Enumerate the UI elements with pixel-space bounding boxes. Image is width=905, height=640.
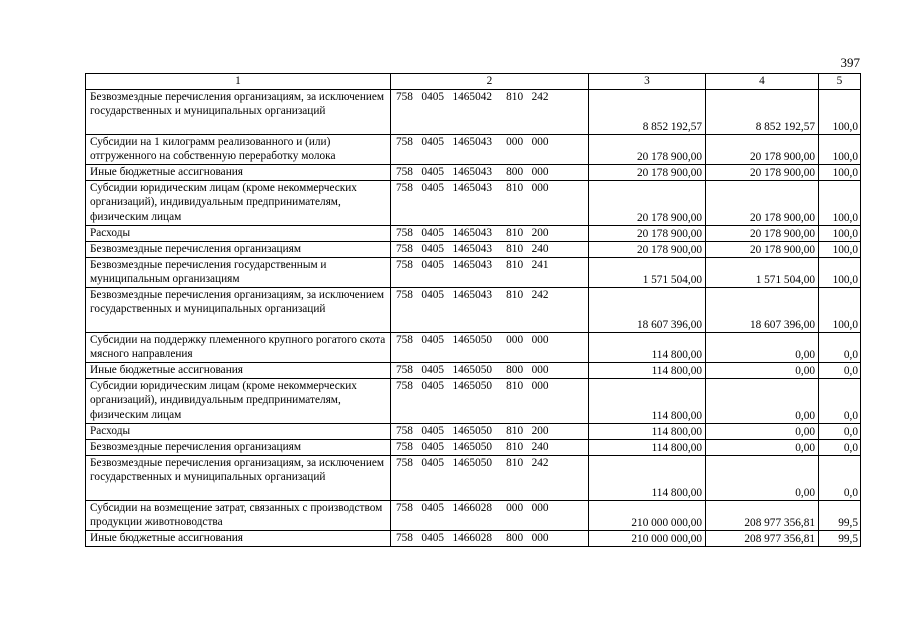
- row-code-cell: 758 0405 1465043 810 200: [391, 226, 589, 242]
- row-code-cell: 758 0405 1465043 000 000: [391, 135, 589, 165]
- table-row: [86, 456, 861, 501]
- row-planned-amount-cell: 114 800,00: [589, 424, 706, 440]
- row-name-cell: Безвозмездные перечисления организациям, за исключением государственных и муниципальных организаций: [86, 288, 391, 333]
- row-planned-amount-cell: 114 800,00: [589, 456, 706, 501]
- table-row: [86, 379, 861, 424]
- row-code-cell: 758 0405 1465043 810 242: [391, 288, 589, 333]
- row-executed-amount-cell: 0,00: [706, 379, 819, 424]
- table-row: [86, 258, 861, 288]
- row-code-cell: 758 0405 1465050 810 242: [391, 456, 589, 501]
- row-code-cell: 758 0405 1466028 800 000: [391, 531, 589, 547]
- row-name-cell: Безвозмездные перечисления организациям, за исключением государственных и муниципальных организаций: [86, 456, 391, 501]
- row-code-cell: 758 0405 1465050 810 000: [391, 379, 589, 424]
- row-code-cell: 758 0405 1465050 810 240: [391, 440, 589, 456]
- table-row: [86, 424, 861, 440]
- row-planned-amount-cell: 210 000 000,00: [589, 501, 706, 531]
- row-name-cell: Безвозмездные перечисления организациям: [86, 242, 391, 258]
- table-row: [86, 363, 861, 379]
- row-name-cell: Субсидии юридическим лицам (кроме некоммерческих организаций), индивидуальным предпринимателям, физическим лицам: [86, 181, 391, 226]
- table-row: [86, 242, 861, 258]
- header-cell-4: 4: [706, 74, 819, 90]
- row-percent-cell: 0,0: [819, 333, 861, 363]
- row-name-cell: Безвозмездные перечисления организациям, за исключением государственных и муниципальных организаций: [86, 90, 391, 135]
- row-name-cell: Иные бюджетные ассигнования: [86, 531, 391, 547]
- row-planned-amount-cell: 114 800,00: [589, 440, 706, 456]
- row-percent-cell: 0,0: [819, 379, 861, 424]
- header-row: [86, 74, 861, 90]
- row-executed-amount-cell: 20 178 900,00: [706, 226, 819, 242]
- row-percent-cell: 100,0: [819, 135, 861, 165]
- table-row: [86, 226, 861, 242]
- row-planned-amount-cell: 210 000 000,00: [589, 531, 706, 547]
- row-executed-amount-cell: 0,00: [706, 424, 819, 440]
- row-percent-cell: 100,0: [819, 165, 861, 181]
- budget-table: [85, 73, 861, 547]
- table-row: [86, 440, 861, 456]
- row-planned-amount-cell: 20 178 900,00: [589, 181, 706, 226]
- table-row: [86, 288, 861, 333]
- table-row: [86, 333, 861, 363]
- row-executed-amount-cell: 0,00: [706, 363, 819, 379]
- row-percent-cell: 0,0: [819, 456, 861, 501]
- row-percent-cell: 100,0: [819, 226, 861, 242]
- row-code-cell: 758 0405 1465043 800 000: [391, 165, 589, 181]
- header-cell-2: 2: [391, 74, 589, 90]
- row-planned-amount-cell: 20 178 900,00: [589, 242, 706, 258]
- row-name-cell: Субсидии юридическим лицам (кроме некоммерческих организаций), индивидуальным предпринимателям, физическим лицам: [86, 379, 391, 424]
- row-executed-amount-cell: 18 607 396,00: [706, 288, 819, 333]
- row-name-cell: Субсидии на поддержку племенного крупного рогатого скота мясного направления: [86, 333, 391, 363]
- row-name-cell: Иные бюджетные ассигнования: [86, 363, 391, 379]
- table-row: [86, 531, 861, 547]
- row-percent-cell: 100,0: [819, 288, 861, 333]
- row-code-cell: 758 0405 1465042 810 242: [391, 90, 589, 135]
- table-row: [86, 165, 861, 181]
- row-percent-cell: 99,5: [819, 531, 861, 547]
- row-name-cell: Субсидии на 1 килограмм реализованного и (или) отгруженного на собственную переработку молока: [86, 135, 391, 165]
- row-planned-amount-cell: 8 852 192,57: [589, 90, 706, 135]
- row-percent-cell: 100,0: [819, 258, 861, 288]
- row-name-cell: Расходы: [86, 226, 391, 242]
- row-code-cell: 758 0405 1465043 810 241: [391, 258, 589, 288]
- table-row: [86, 135, 861, 165]
- row-name-cell: Расходы: [86, 424, 391, 440]
- row-percent-cell: 100,0: [819, 90, 861, 135]
- row-executed-amount-cell: 208 977 356,81: [706, 531, 819, 547]
- row-code-cell: 758 0405 1465050 800 000: [391, 363, 589, 379]
- row-percent-cell: 100,0: [819, 242, 861, 258]
- row-planned-amount-cell: 114 800,00: [589, 363, 706, 379]
- row-planned-amount-cell: 20 178 900,00: [589, 135, 706, 165]
- row-percent-cell: 0,0: [819, 440, 861, 456]
- row-planned-amount-cell: 1 571 504,00: [589, 258, 706, 288]
- row-executed-amount-cell: 20 178 900,00: [706, 165, 819, 181]
- row-percent-cell: 99,5: [819, 501, 861, 531]
- row-name-cell: Субсидии на возмещение затрат, связанных с производством продукции животноводства: [86, 501, 391, 531]
- row-planned-amount-cell: 20 178 900,00: [589, 226, 706, 242]
- row-code-cell: 758 0405 1465043 810 000: [391, 181, 589, 226]
- row-executed-amount-cell: 208 977 356,81: [706, 501, 819, 531]
- row-planned-amount-cell: 114 800,00: [589, 379, 706, 424]
- row-code-cell: 758 0405 1466028 000 000: [391, 501, 589, 531]
- row-code-cell: 758 0405 1465050 810 200: [391, 424, 589, 440]
- row-executed-amount-cell: 20 178 900,00: [706, 181, 819, 226]
- table-row: [86, 181, 861, 226]
- row-code-cell: 758 0405 1465043 810 240: [391, 242, 589, 258]
- row-executed-amount-cell: 1 571 504,00: [706, 258, 819, 288]
- table-row: [86, 90, 861, 135]
- row-executed-amount-cell: 8 852 192,57: [706, 90, 819, 135]
- header-cell-3: 3: [589, 74, 706, 90]
- row-executed-amount-cell: 0,00: [706, 456, 819, 501]
- row-percent-cell: 100,0: [819, 181, 861, 226]
- row-name-cell: Безвозмездные перечисления государственным и муниципальным организациям: [86, 258, 391, 288]
- table-row: [86, 501, 861, 531]
- row-executed-amount-cell: 20 178 900,00: [706, 242, 819, 258]
- table-body: [86, 90, 861, 547]
- row-percent-cell: 0,0: [819, 424, 861, 440]
- row-name-cell: Безвозмездные перечисления организациям: [86, 440, 391, 456]
- row-executed-amount-cell: 20 178 900,00: [706, 135, 819, 165]
- row-percent-cell: 0,0: [819, 363, 861, 379]
- row-name-cell: Иные бюджетные ассигнования: [86, 165, 391, 181]
- header-cell-5: 5: [819, 74, 861, 90]
- row-code-cell: 758 0405 1465050 000 000: [391, 333, 589, 363]
- row-planned-amount-cell: 114 800,00: [589, 333, 706, 363]
- row-planned-amount-cell: 18 607 396,00: [589, 288, 706, 333]
- row-planned-amount-cell: 20 178 900,00: [589, 165, 706, 181]
- page-number: 397: [840, 55, 860, 70]
- row-executed-amount-cell: 0,00: [706, 333, 819, 363]
- row-executed-amount-cell: 0,00: [706, 440, 819, 456]
- header-cell-1: 1: [86, 74, 391, 90]
